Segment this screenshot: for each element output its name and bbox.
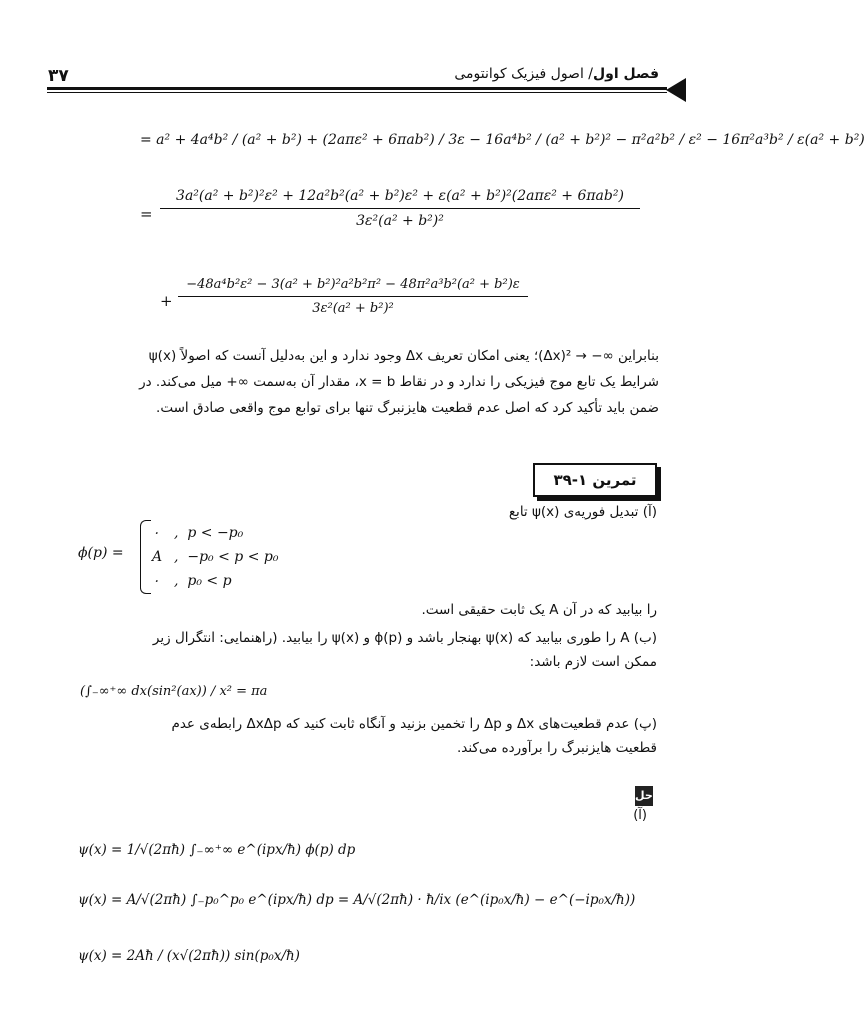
page-number: ۳۷: [48, 66, 69, 86]
paragraph: [49, 343, 659, 421]
equation-line-1: = a² + 4a⁴b² / (a² + b²) + (2aπε² + 6πab²) / 3ε − 16a⁴b² / (a² + b²)² − π²a²b² / ε² − 16π²a³b² / ε(a² + b²): [140, 132, 865, 148]
exercise-box: [533, 463, 657, 497]
piecewise-cases: [152, 521, 278, 593]
chapter-title-bold: فصل اول: [593, 66, 659, 82]
exercise-part-b-line-1: (ب) A را طوری بیابید که ψ(x) بهنجار باشد و ϕ(p) و ψ(x) را بیابید. (راهنمایی: انتگرال زیر: [152, 630, 657, 646]
exercise-part-a-intro: (آ) تبدیل فوریه‌ی ψ(x) تابع: [508, 504, 657, 520]
equation-fraction-2: [160, 188, 640, 229]
solution-equation-2: ψ(x) = A/√(2πħ) ∫₋p₀^p₀ e^(ipx/ħ) dp = A/√(2πħ) · ħ/ix (e^(ip₀x/ħ) − e^(−ip₀x/ħ)): [78, 892, 636, 908]
header-rule-thick: [47, 87, 667, 90]
piecewise-case-2: A , −p₀ < p < p₀: [152, 549, 279, 565]
exercise-title: تمرین ۱-۳۹: [553, 471, 637, 489]
piecewise-lhs: ϕ(p) =: [78, 545, 124, 561]
exercise-part-c-line-1: (پ) عدم قطعیت‌های Δx و Δp را تخمین بزنید و آنگاه ثابت کنید که ΔxΔp رابطه‌ی عدم: [171, 716, 657, 732]
piecewise-brace: [140, 520, 151, 594]
solution-icon: حل:: [635, 786, 653, 806]
exercise-part-b: [47, 626, 657, 674]
arrow-marker-icon: [666, 78, 686, 102]
equation-fraction-3: [178, 277, 528, 316]
chapter-title: [454, 66, 659, 82]
exercise-part-b-line-2: ممکن است لازم باشد:: [529, 654, 657, 670]
equation-3-denominator: 3ε²(a² + b²)²: [312, 301, 394, 316]
equation-3-numerator: −48a⁴b²ε² − 3(a² + b²)²a²b²π² − 48π²a³b²(a² + b²)ε: [186, 277, 520, 292]
exercise-part-a-end: را بیابید که در آن A یک ثابت حقیقی است.: [421, 602, 657, 618]
piecewise-case-3: ۰ , p₀ < p: [152, 573, 232, 589]
hint-integral: (∫₋∞⁺∞ dx(sin²(ax)) / x² = πa: [80, 684, 268, 699]
piecewise-case-1: ۰ , p < −p₀: [152, 525, 244, 541]
fraction-bar: [178, 296, 528, 297]
equation-plus: +: [160, 292, 173, 310]
paragraph-line-1: بنابراین ∞− → ²(Δx)؛ یعنی امکان تعریف Δx وجود ندارد و این به‌دلیل آنست که اصولاً ψ(x): [148, 348, 659, 364]
equation-2-denominator: 3ε²(a² + b²)²: [356, 213, 444, 229]
fraction-bar: [160, 208, 640, 209]
paragraph-line-3: ضمن باید تأکید کرد که اصل عدم قطعیت هایزنبرگ تنها برای توابع موج واقعی صادق است.: [156, 400, 659, 416]
exercise-part-c: [47, 712, 657, 760]
exercise-part-c-line-2: قطعیت هایزنبرگ را برآورده می‌کند.: [456, 740, 657, 756]
solution-part-a: (آ): [633, 808, 647, 823]
paragraph-line-2: شرایط یک تابع موج فیزیکی را ندارد و در نقاط x = b، مقدار آن به‌سمت ∞+ میل می‌کند. در: [139, 374, 659, 390]
equation-equals: =: [140, 205, 153, 223]
chapter-title-rest: / اصول فیزیک کوانتومی: [454, 66, 594, 82]
solution-equation-3: ψ(x) = 2Aħ / (x√(2πħ)) sin(p₀x/ħ): [78, 948, 300, 964]
header-rule-thin: [47, 92, 667, 93]
solution-equation-1: ψ(x) = 1/√(2πħ) ∫₋∞⁺∞ e^(ipx/ħ) ϕ(p) dp: [78, 842, 356, 858]
equation-2-numerator: 3a²(a² + b²)²ε² + 12a²b²(a² + b²)ε² + ε(a² + b²)²(2aπε² + 6πab²): [176, 188, 624, 204]
